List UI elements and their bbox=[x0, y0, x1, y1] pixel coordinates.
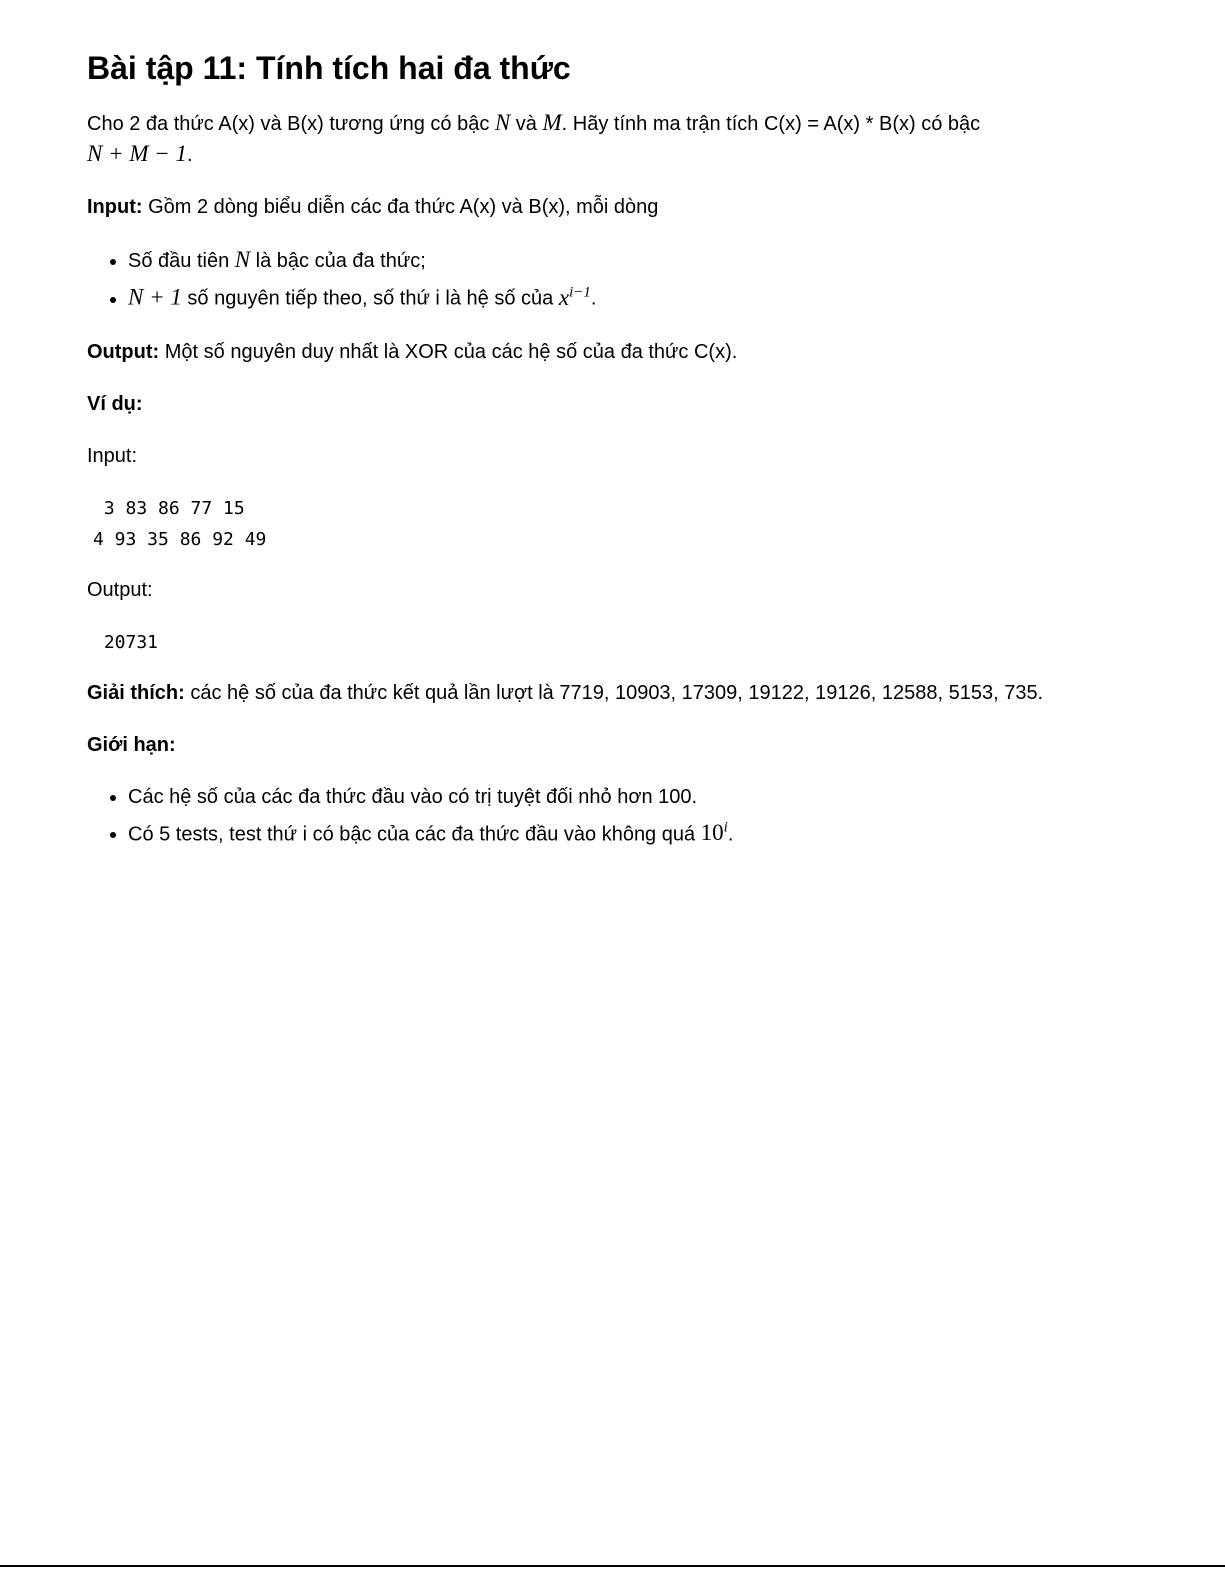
explanation-text: các hệ số của đa thức kết quả lần lượt là 7719, 10903, 17309, 19122, 19126, 12588, 5153, 735. bbox=[184, 681, 1044, 704]
bullet-text: là bậc của đa thức; bbox=[250, 250, 426, 272]
example-label: Ví dụ: bbox=[87, 392, 143, 415]
math-base: 10 bbox=[700, 820, 724, 846]
code-line: 4 93 35 86 92 49 bbox=[93, 528, 267, 550]
math-degree: N + M − 1 bbox=[87, 141, 188, 166]
limits-label: Giới hạn: bbox=[87, 733, 176, 756]
input-paragraph bbox=[87, 192, 1197, 222]
page-bottom-divider bbox=[0, 1565, 1225, 1567]
math-exponent: i−1 bbox=[569, 284, 591, 300]
intro-text-1: Cho 2 đa thức A(x) và B(x) tương ứng có bậc bbox=[87, 113, 495, 135]
output-description: Một số nguyên duy nhất là XOR của các hệ số của đa thức C(x). bbox=[159, 340, 738, 363]
math-n-plus-1: N + 1 bbox=[128, 284, 182, 310]
example-input-code bbox=[87, 493, 1197, 555]
intro-text-3: . Hãy tính ma trận tích C(x) = A(x) * B(x) có bậc bbox=[561, 113, 981, 135]
example-input-label: Input: bbox=[87, 444, 138, 467]
bullet-text: Có 5 tests, test thứ i có bậc của các đa thức đầu vào không quá bbox=[128, 823, 701, 846]
math-n: N bbox=[234, 247, 251, 272]
input-label: Input: bbox=[87, 196, 143, 218]
intro-text-2: và bbox=[510, 113, 543, 135]
math-exponent: i bbox=[723, 819, 728, 836]
bullet-text: số nguyên tiếp theo, số thứ i là hệ số của bbox=[181, 287, 559, 310]
code-line: 3 83 86 77 15 bbox=[93, 497, 245, 519]
math-ten-power bbox=[701, 820, 728, 845]
intro-text-4: . bbox=[187, 144, 193, 166]
limits-heading bbox=[87, 730, 1197, 760]
bullet-text: . bbox=[590, 287, 597, 310]
code-line: 20731 bbox=[93, 631, 159, 653]
list-item bbox=[128, 813, 1197, 851]
bullet-text: Các hệ số của các đa thức đầu vào có trị tuyệt đối nhỏ hơn 100. bbox=[128, 785, 698, 808]
math-m: M bbox=[542, 110, 562, 135]
bullet-text: Số đầu tiên bbox=[128, 250, 235, 272]
explanation-paragraph bbox=[87, 678, 1197, 708]
list-item bbox=[128, 244, 1197, 277]
intro-paragraph bbox=[87, 108, 1197, 170]
example-output-code bbox=[87, 627, 1197, 658]
input-format-list bbox=[87, 244, 1197, 315]
limits-list bbox=[87, 782, 1197, 851]
example-heading bbox=[87, 389, 1197, 419]
math-x-power bbox=[559, 285, 591, 310]
list-item bbox=[128, 277, 1197, 315]
page-title: Bài tập 11: Tính tích hai đa thức bbox=[87, 50, 571, 86]
output-paragraph bbox=[87, 337, 1197, 367]
example-output-label: Output: bbox=[87, 578, 153, 601]
math-n: N bbox=[494, 110, 511, 135]
list-item bbox=[128, 782, 1197, 813]
input-description: Gồm 2 dòng biểu diễn các đa thức A(x) và B(x), mỗi dòng bbox=[142, 196, 659, 218]
math-base: x bbox=[558, 284, 570, 310]
bullet-text: . bbox=[727, 823, 734, 846]
output-label: Output: bbox=[87, 340, 160, 363]
problem-statement bbox=[87, 48, 1197, 872]
explanation-label: Giải thích: bbox=[87, 681, 185, 704]
